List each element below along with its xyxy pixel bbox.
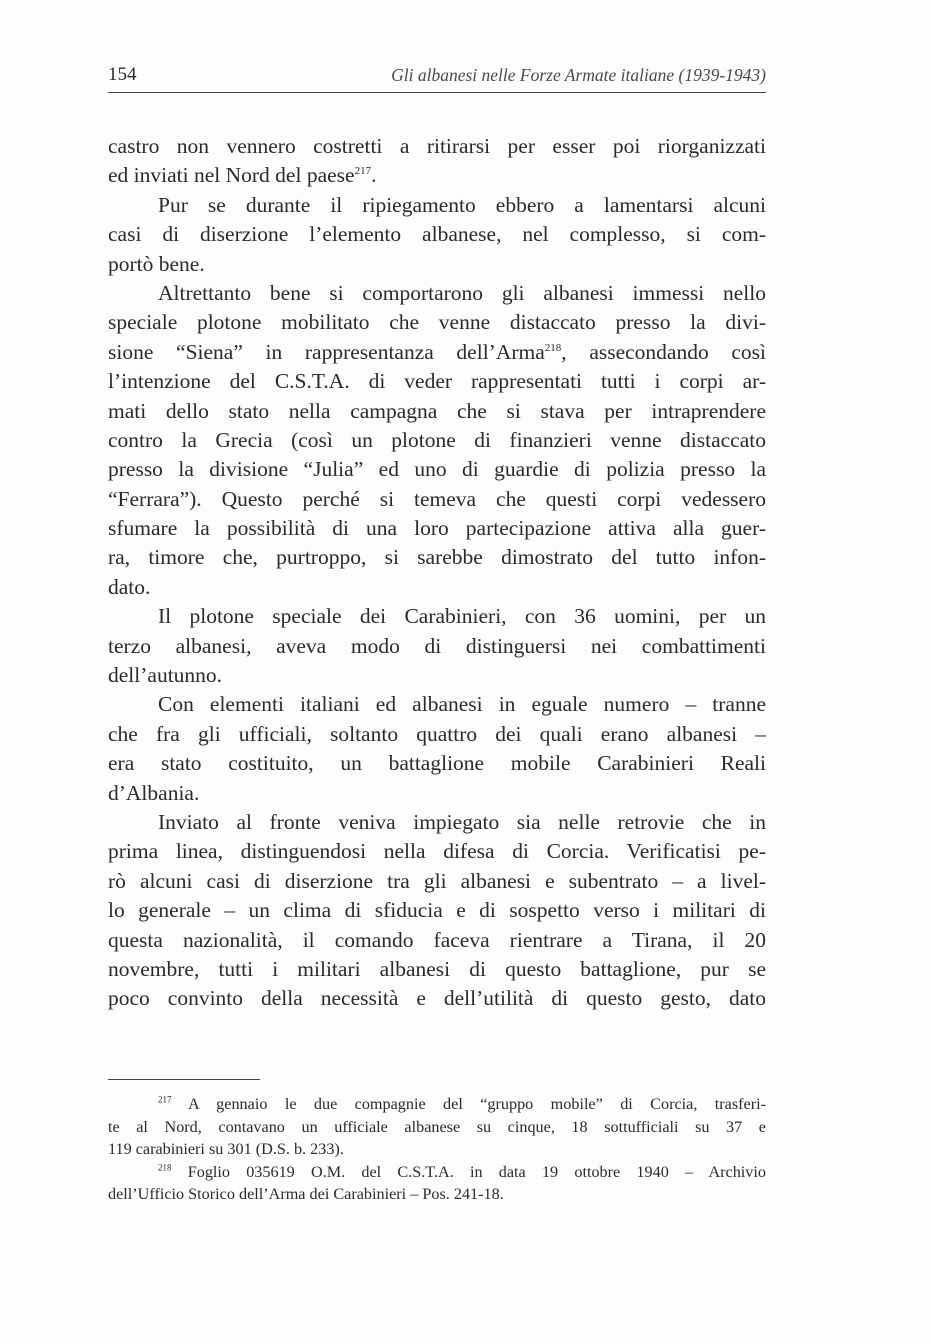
footnote-ref-218: 218 <box>544 341 562 354</box>
text-line: novembre, tutti i militari albanesi di questo battaglione, pur se <box>108 956 766 981</box>
footnote-mark: 218 <box>158 1162 172 1173</box>
text-line: l’intenzione del C.S.T.A. di veder rappresentati tutti i corpi ar- <box>108 369 766 394</box>
footnote-218 <box>108 1161 766 1184</box>
text-fragment: sione “Siena” in rappresentanza dell’Arma <box>108 339 545 364</box>
text-line: dell’autunno. <box>108 663 223 688</box>
text-line: contro la Grecia (così un plotone di finanzieri venne distaccato <box>108 427 766 452</box>
text-line: era stato costituito, un battaglione mobile Carabinieri Reali <box>108 751 766 776</box>
text-line: speciale plotone mobilitato che venne distaccato presso la divi- <box>108 310 766 335</box>
text-line: Con elementi italiani ed albanesi in eguale numero – tranne <box>158 692 766 717</box>
footnote-mark: 217 <box>158 1094 172 1105</box>
text-fragment: . <box>371 163 377 188</box>
text-line: sfumare la possibilità di una loro partecipazione attiva alla guer- <box>108 516 766 541</box>
text-line: questa nazionalità, il comando faceva rientrare a Tirana, il 20 <box>108 927 766 952</box>
footnote-line: dell’Ufficio Storico dell’Arma dei Carabinieri – Pos. 241-18. <box>108 1185 504 1204</box>
text-line: che fra gli ufficiali, soltanto quattro dei quali erano albanesi – <box>108 721 766 746</box>
footnote-line: te al Nord, contavano un ufficiale albanese su cinque, 18 sottufficiali su 37 e <box>108 1117 766 1136</box>
text-line: rò alcuni casi di diserzione tra gli albanesi e subentrato – a livel- <box>108 868 766 893</box>
text-line: casi di diserzione l’elemento albanese, nel complesso, si com- <box>108 222 766 247</box>
text-line: Il plotone speciale dei Carabinieri, con 36 uomini, per un <box>158 604 766 629</box>
text-line: Inviato al fronte veniva impiegato sia nelle retrovie che in <box>158 809 766 834</box>
page-number: 154 <box>108 64 137 85</box>
text-line: castro non vennero costretti a ritirarsi per esser poi riorganizzati <box>108 134 766 158</box>
text-line: Pur se durante il ripiegamento ebbero a lamentarsi alcuni <box>158 192 766 217</box>
text-line: mati dello stato nella campagna che si stava per intraprendere <box>108 398 766 423</box>
text-line: d’Albania. <box>108 780 200 805</box>
text-fragment: ed inviati nel Nord del paese <box>108 163 355 188</box>
text-line: Altrettanto bene si comportarono gli albanesi immessi nello <box>158 280 766 305</box>
footnote-divider <box>108 1079 260 1080</box>
text-line <box>108 161 766 190</box>
text-line: terzo albanesi, aveva modo di distinguersi nei combattimenti <box>108 633 766 658</box>
text-line: poco convinto della necessità e dell’utilità di questo gesto, dato <box>108 986 766 1011</box>
text-fragment: , assecondando così <box>561 339 766 364</box>
footnotes <box>108 1093 766 1206</box>
running-title: Gli albanesi nelle Forze Armate italiane (1939-1943) <box>391 65 766 85</box>
footnote-217 <box>108 1093 766 1116</box>
text-line: ra, timore che, purtroppo, si sarebbe dimostrato del tutto infon- <box>108 545 766 570</box>
text-line: lo generale – un clima di sfiducia e di sospetto verso i militari di <box>108 898 766 923</box>
body-text <box>108 132 766 1014</box>
text-line: “Ferrara”). Questo perché si temeva che questi corpi vedessero <box>108 486 766 511</box>
text-line: prima linea, distinguendosi nella difesa di Corcia. Verificatisi pe- <box>108 839 766 864</box>
footnote-ref-217: 217 <box>354 165 372 178</box>
footnote-text: Foglio 035619 O.M. del C.S.T.A. in data 19 ottobre 1940 – Archivio <box>171 1162 766 1181</box>
text-line: portò bene. <box>108 251 205 276</box>
footnote-line: 119 carabinieri su 301 (D.S. b. 233). <box>108 1140 344 1159</box>
footnote-text: A gennaio le due compagnie del “gruppo mobile” di Corcia, trasferi- <box>171 1095 766 1113</box>
text-line: dato. <box>108 574 151 599</box>
text-line <box>108 338 766 367</box>
text-line: presso la divisione “Julia” ed uno di guardie di polizia presso la <box>108 457 766 482</box>
running-header <box>108 62 766 93</box>
